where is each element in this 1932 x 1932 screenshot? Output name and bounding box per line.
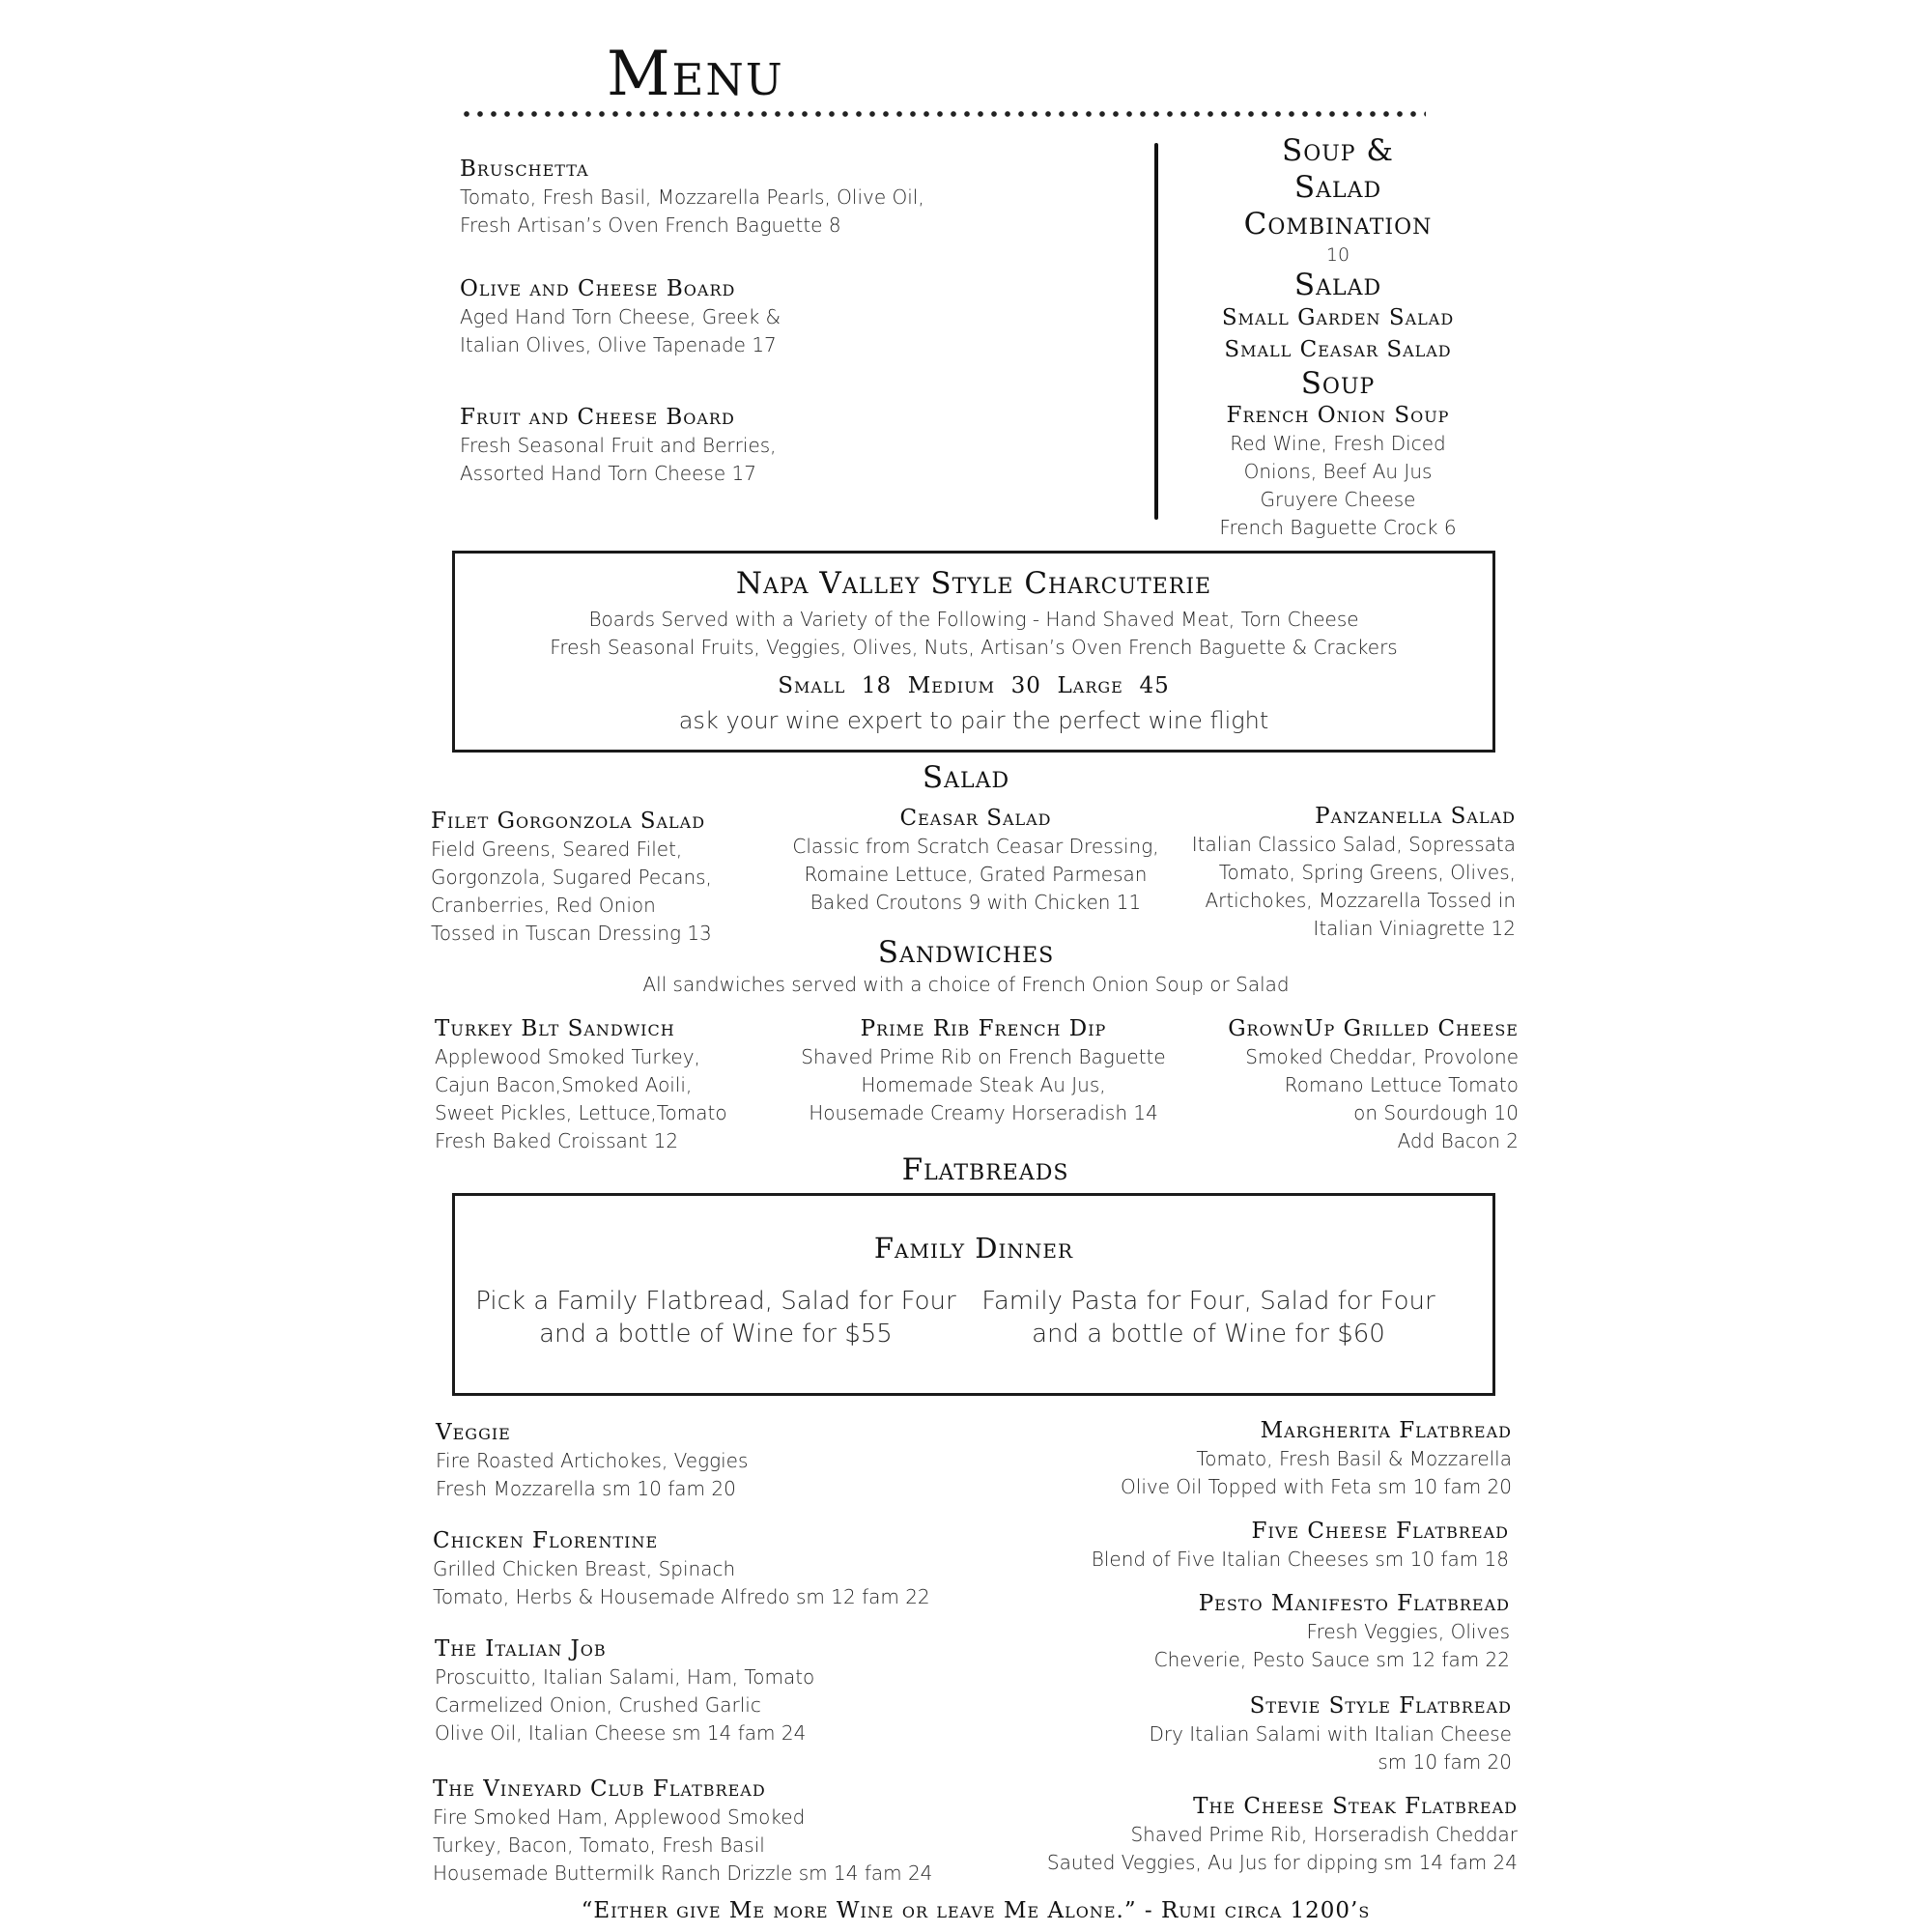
family-dinner-offer (967, 1285, 1450, 1350)
desc-line: Tossed in Tuscan Dressing 13 (431, 922, 712, 945)
flatbread-item (435, 1634, 814, 1747)
flatbread-item (433, 1526, 930, 1611)
combo-heading-line: Salad (1293, 170, 1382, 205)
flatbread-item (433, 1775, 932, 1888)
item-name: GrownUp Grilled Cheese (1228, 1016, 1519, 1041)
desc-line: Fresh Artisan’s Oven French Baguette 8 (460, 213, 841, 237)
item-name: Five Cheese Flatbread (1251, 1519, 1509, 1544)
item-name: Prime Rib French Dip (860, 1016, 1107, 1041)
item-description (460, 303, 781, 359)
family-dinner-box (452, 1193, 1495, 1396)
item-description (781, 1043, 1186, 1127)
item-name: The Italian Job (435, 1636, 607, 1662)
desc-line: Onions, Beef Au Jus (1243, 460, 1433, 483)
salad-item (773, 804, 1179, 917)
sandwich-item (1159, 1014, 1519, 1155)
appetizer-item (460, 155, 924, 240)
desc-line: Italian Classico Salad, Sopressata (1191, 833, 1516, 856)
desc-line: on Sourdough 10 (1353, 1101, 1519, 1124)
desc-line: Baked Croutons 9 with Chicken 11 (810, 891, 1142, 914)
desc-line: Italian Olives, Olive Tapenade 17 (460, 333, 777, 356)
combo-salad-item: Small Ceasar Salad (1224, 337, 1452, 362)
item-description (433, 1555, 930, 1611)
desc-line: Romaine Lettuce, Grated Parmesan (804, 863, 1148, 886)
offer-line: Family Pasta for Four, Salad for Four (981, 1287, 1435, 1316)
desc-line: Blend of Five Italian Cheeses sm 10 fam 18 (1091, 1548, 1509, 1571)
vertical-divider (1154, 143, 1158, 520)
desc-line: Gruyere Cheese (1260, 488, 1416, 511)
salad-section-heading: Salad (922, 760, 1010, 795)
item-name: Pesto Manifesto Flatbread (1198, 1591, 1510, 1616)
desc-line: French Baguette Crock 6 (1219, 516, 1457, 539)
item-description (1024, 1445, 1512, 1501)
item-description (433, 1804, 932, 1888)
desc-line: Turkey, Bacon, Tomato, Fresh Basil (433, 1833, 765, 1857)
footer-quote: “Either give Me more Wine or leave Me Alone.” - Rumi circa 1200’s (581, 1898, 1371, 1923)
flatbread-item (1024, 1792, 1518, 1877)
combo-heading (1183, 132, 1492, 242)
desc-line: Smoked Cheddar, Provolone (1245, 1045, 1519, 1068)
item-name: The Vineyard Club Flatbread (433, 1776, 766, 1802)
desc-line: Grilled Chicken Breast, Spinach (433, 1557, 736, 1580)
item-description (1159, 1043, 1519, 1155)
charcuterie-box (452, 551, 1495, 753)
sandwich-item (781, 1014, 1186, 1127)
combo-soup-item: French Onion Soup (1226, 403, 1450, 428)
desc-line: Aged Hand Torn Cheese, Greek & (460, 305, 781, 328)
appetizer-item (460, 403, 777, 488)
desc-line: Fresh Baked Croissant 12 (435, 1129, 679, 1152)
combo-salad-item: Small Garden Salad (1221, 305, 1455, 330)
item-name: Margherita Flatbread (1260, 1418, 1512, 1443)
item-name: Filet Gorgonzola Salad (431, 809, 706, 834)
desc-line: Sweet Pickles, Lettuce,Tomato (435, 1101, 727, 1124)
item-name: Stevie Style Flatbread (1249, 1693, 1512, 1719)
flatbread-item (1024, 1691, 1512, 1776)
item-name: Panzanella Salad (1315, 804, 1516, 829)
flatbread-item (1024, 1589, 1510, 1674)
flatbreads-heading: Flatbreads (901, 1152, 1069, 1187)
desc-line: Olive Oil, Italian Cheese sm 14 fam 24 (435, 1721, 807, 1745)
item-description (460, 432, 777, 488)
desc-line: Applewood Smoked Turkey, (435, 1045, 700, 1068)
combo-soup-heading: Soup (1300, 366, 1376, 401)
item-description (1154, 831, 1516, 943)
salad-item (1154, 802, 1516, 943)
menu-title: Menu (607, 39, 784, 110)
appetizers-column (460, 155, 924, 240)
item-name: Veggie (436, 1420, 511, 1445)
desc-line: Tomato, Herbs & Housemade Alfredo sm 12 fam 22 (433, 1585, 930, 1608)
desc-line: Classic from Scratch Ceasar Dressing, (792, 835, 1159, 858)
item-name: Ceasar Salad (899, 806, 1052, 831)
item-description (436, 1447, 748, 1503)
desc-line: Homemade Steak Au Jus, (861, 1073, 1106, 1096)
desc-line: Cranberries, Red Onion (431, 894, 656, 917)
sandwiches-heading: Sandwiches (877, 935, 1055, 970)
combo-heading-line: Soup & (1281, 133, 1395, 168)
item-name: Olive and Cheese Board (460, 276, 736, 301)
desc-line: Red Wine, Fresh Diced (1230, 432, 1446, 455)
desc-line: Artichokes, Mozzarella Tossed in (1205, 889, 1516, 912)
item-description (1024, 1821, 1518, 1877)
desc-line: Boards Served with a Variety of the Following - Hand Shaved Meat, Torn Cheese (588, 608, 1359, 631)
sandwiches-subtitle: All sandwiches served with a choice of French Onion Soup or Salad (642, 973, 1290, 996)
desc-line: Sauted Veggies, Au Jus for dipping sm 14 fam 24 (1046, 1851, 1518, 1874)
desc-line: Fresh Seasonal Fruits, Veggies, Olives, Nuts, Artisan’s Oven French Baguette & Crackers (550, 636, 1398, 659)
combo-price: 10 (1325, 244, 1350, 266)
item-description (435, 1663, 814, 1747)
offer-line: Pick a Family Flatbread, Salad for Four (475, 1287, 956, 1316)
desc-line: Dry Italian Salami with Italian Cheese (1149, 1722, 1512, 1746)
combo-soup-description (1183, 430, 1492, 542)
item-description (773, 833, 1179, 917)
item-description (1024, 1546, 1509, 1574)
desc-line: Fire Smoked Ham, Applewood Smoked (433, 1805, 806, 1829)
desc-line: Italian Viniagrette 12 (1313, 917, 1516, 940)
desc-line: Housemade Buttermilk Ranch Drizzle sm 14 fam 24 (433, 1861, 933, 1885)
desc-line: Assorted Hand Torn Cheese 17 (460, 462, 756, 485)
desc-line: Romano Lettuce Tomato (1284, 1073, 1519, 1096)
desc-line: Fresh Mozzarella sm 10 fam 20 (436, 1477, 736, 1500)
desc-line: Shaved Prime Rib on French Baguette (801, 1045, 1166, 1068)
item-description (1024, 1720, 1512, 1776)
charcuterie-description (455, 606, 1492, 662)
combo-salad-items (1183, 302, 1492, 366)
item-description (431, 836, 712, 948)
charcuterie-sizes: Small 18 Medium 30 Large 45 (778, 673, 1170, 698)
flatbread-item (1024, 1416, 1512, 1501)
item-name: Bruschetta (460, 156, 589, 182)
charcuterie-note: ask your wine expert to pair the perfect wine flight (678, 707, 1269, 734)
charcuterie-title: Napa Valley Style Charcuterie (735, 566, 1212, 601)
desc-line: Field Greens, Seared Filet, (431, 838, 683, 861)
family-dinner-title: Family Dinner (873, 1232, 1074, 1264)
soup-salad-combo (1183, 132, 1492, 542)
item-name: Turkey Blt Sandwich (435, 1016, 675, 1041)
desc-line: Fresh Veggies, Olives (1306, 1620, 1510, 1643)
desc-line: Tomato, Fresh Basil, Mozzarella Pearls, Olive Oil, (460, 185, 924, 209)
item-name: Fruit and Cheese Board (460, 405, 735, 430)
desc-line: Proscuitto, Italian Salami, Ham, Tomato (435, 1665, 815, 1689)
item-description (1024, 1618, 1510, 1674)
item-description (460, 184, 924, 240)
desc-line: Olive Oil Topped with Feta sm 10 fam 20 (1121, 1475, 1512, 1498)
combo-heading-line: Combination (1243, 207, 1433, 242)
desc-line: Housemade Creamy Horseradish 14 (809, 1101, 1158, 1124)
desc-line: Add Bacon 2 (1397, 1129, 1519, 1152)
sandwich-item (435, 1014, 727, 1155)
desc-line: Gorgonzola, Sugared Pecans, (431, 866, 712, 889)
flatbread-item (436, 1418, 748, 1503)
desc-line: Fresh Seasonal Fruit and Berries, (460, 434, 777, 457)
family-dinner-offer (474, 1285, 957, 1350)
desc-line: sm 10 fam 20 (1378, 1750, 1512, 1774)
offer-line: and a bottle of Wine for $60 (1032, 1320, 1385, 1349)
desc-line: Cajun Bacon,Smoked Aoili, (435, 1073, 693, 1096)
desc-line: Tomato, Fresh Basil & Mozzarella (1196, 1447, 1512, 1470)
item-description (435, 1043, 727, 1155)
desc-line: Carmelized Onion, Crushed Garlic (435, 1693, 761, 1717)
desc-line: Fire Roasted Artichokes, Veggies (436, 1449, 749, 1472)
desc-line: Cheverie, Pesto Sauce sm 12 fam 22 (1153, 1648, 1510, 1671)
item-name: The Cheese Steak Flatbread (1193, 1794, 1518, 1819)
offer-line: and a bottle of Wine for $55 (539, 1320, 893, 1349)
salad-item (431, 807, 712, 948)
combo-salad-heading: Salad (1293, 268, 1382, 302)
desc-line: Shaved Prime Rib, Horseradish Cheddar (1130, 1823, 1518, 1846)
desc-line: Tomato, Spring Greens, Olives, (1218, 861, 1516, 884)
appetizer-item (460, 274, 781, 359)
title-dotted-divider (460, 111, 1426, 117)
item-name: Chicken Florentine (433, 1528, 659, 1553)
flatbread-item (1024, 1517, 1509, 1574)
